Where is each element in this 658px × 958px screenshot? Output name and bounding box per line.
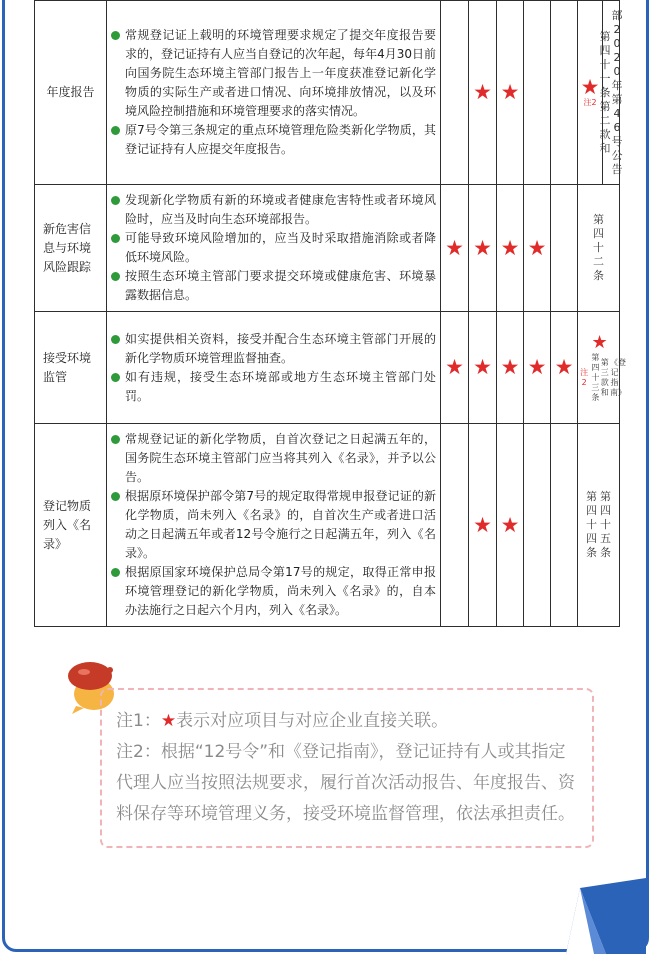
bullet-icon	[111, 272, 120, 281]
row-description: 如实提供相关资料，接受并配合生态环境主管部门开展的新化学物质环境管理监督抽查。 如有违规，接受生态环境部或地方生态环境主管部门处罚。	[107, 312, 441, 424]
star-cell	[497, 312, 524, 424]
star-cell	[497, 1, 524, 185]
star-cell	[441, 185, 469, 312]
article-reference: 第四十二条	[578, 185, 620, 312]
article-reference: 第四十四条 第四十五条	[578, 424, 620, 627]
star-icon: ★	[473, 355, 492, 379]
star-cell	[551, 185, 578, 312]
star-cell	[497, 424, 524, 627]
table-row	[35, 312, 620, 424]
table-row	[35, 424, 620, 627]
star-icon: ★	[554, 355, 574, 379]
star-cell	[441, 1, 469, 185]
star-icon: ★	[473, 80, 492, 104]
bullet-icon	[111, 568, 120, 577]
obligations-table	[34, 0, 626, 627]
star-icon: ★	[160, 711, 177, 731]
notes-box	[100, 688, 594, 848]
star-icon: ★	[580, 75, 600, 99]
bullet-icon	[111, 335, 120, 344]
star-icon: ★	[500, 355, 520, 379]
star-cell	[469, 185, 497, 312]
star-icon: ★	[591, 332, 608, 353]
bullet-icon	[111, 492, 120, 501]
bullet-icon	[111, 126, 120, 135]
article-reference: ★ 注2 第四十三条 第三款和 《登记指南》	[578, 312, 620, 424]
star-cell	[469, 1, 497, 185]
star-cell	[524, 185, 551, 312]
star-cell	[551, 312, 578, 424]
star-icon: ★	[445, 355, 464, 379]
note-reference: 注2	[583, 98, 597, 107]
note-reference: 注2	[580, 368, 589, 387]
star-icon: ★	[527, 355, 547, 379]
star-cell	[524, 424, 551, 627]
star-cell	[441, 424, 469, 627]
star-cell	[469, 424, 497, 627]
article-reference: 第四十一条第二款和 部2020年第46号公告	[603, 1, 620, 185]
note-2: 注2：根据“12号令”和《登记指南》，登记证持有人或其指定代理人应当按照法规要求，履行首次活动报告、年度报告、资料保存等环境管理义务，接受环境监督管理，依法承担责任。	[116, 742, 575, 824]
bullet-icon	[111, 196, 120, 205]
star-icon: ★	[473, 235, 492, 260]
star-icon: ★	[527, 235, 547, 260]
star-icon: ★	[500, 512, 520, 537]
bullet-icon	[111, 234, 120, 243]
row-description: 常规登记证上载明的环境管理要求规定了提交年度报告要求的，登记证持有人应当自登记的次年起，每年4月30日前向国务院生态环境主管部门报告上一年度获准登记新化学物质的实际生产或者进口情况、向环境排放情况，以及环境风险控制措施和环境管理要求的落实情况。 原7号令第三条规定的重点环境管理危险类新化学物质，其登记证持有人应提交年度报告。	[107, 1, 441, 185]
row-topic: 登记物质列入《名录》	[35, 424, 107, 627]
note-1: 注1：★表示对应项目与对应企业直接关联。	[116, 711, 449, 731]
star-cell	[551, 424, 578, 627]
star-cell	[469, 312, 497, 424]
row-description: 常规登记证的新化学物质，自首次登记之日起满五年的，国务院生态环境主管部门应当将其列入《名录》，并予以公告。 根据原环境保护部令第7号的规定取得常规申报登记证的新化学物质，尚未列入《名录》的，自首次生产或者进口活动之日起满五年或者12号令施行之日起满五年，列入《名录》。 根据原国家环境保护总局令第17号的规定，取得正常申报环境管理登记的新化学物质，尚未列入《名录》的，自本办法施行之日起六个月内，列入《名录》。	[107, 424, 441, 627]
star-icon: ★	[500, 80, 520, 104]
star-cell	[551, 1, 578, 185]
row-topic: 新危害信息与环境风险跟踪	[35, 185, 107, 312]
bullet-icon	[111, 373, 120, 382]
star-icon: ★	[473, 512, 492, 537]
table-row	[35, 1, 620, 185]
star-cell	[524, 1, 551, 185]
star-cell	[441, 312, 469, 424]
star-icon: ★	[500, 235, 520, 260]
row-topic: 年度报告	[35, 1, 107, 185]
star-icon: ★	[445, 235, 464, 260]
page-curl-icon	[566, 878, 646, 954]
star-cell	[497, 185, 524, 312]
row-topic: 接受环境监管	[35, 312, 107, 424]
bullet-icon	[111, 435, 120, 444]
table-row	[35, 185, 620, 312]
bullet-icon	[111, 31, 120, 40]
row-description: 发现新化学物质有新的环境或者健康危害特性或者环境风险时，应当及时向生态环境部报告。 可能导致环境风险增加的，应当及时采取措施消除或者降低环境风险。 按照生态环境主管部门要求提交环境或健康危害、环境暴露数据信息。	[107, 185, 441, 312]
star-cell	[524, 312, 551, 424]
